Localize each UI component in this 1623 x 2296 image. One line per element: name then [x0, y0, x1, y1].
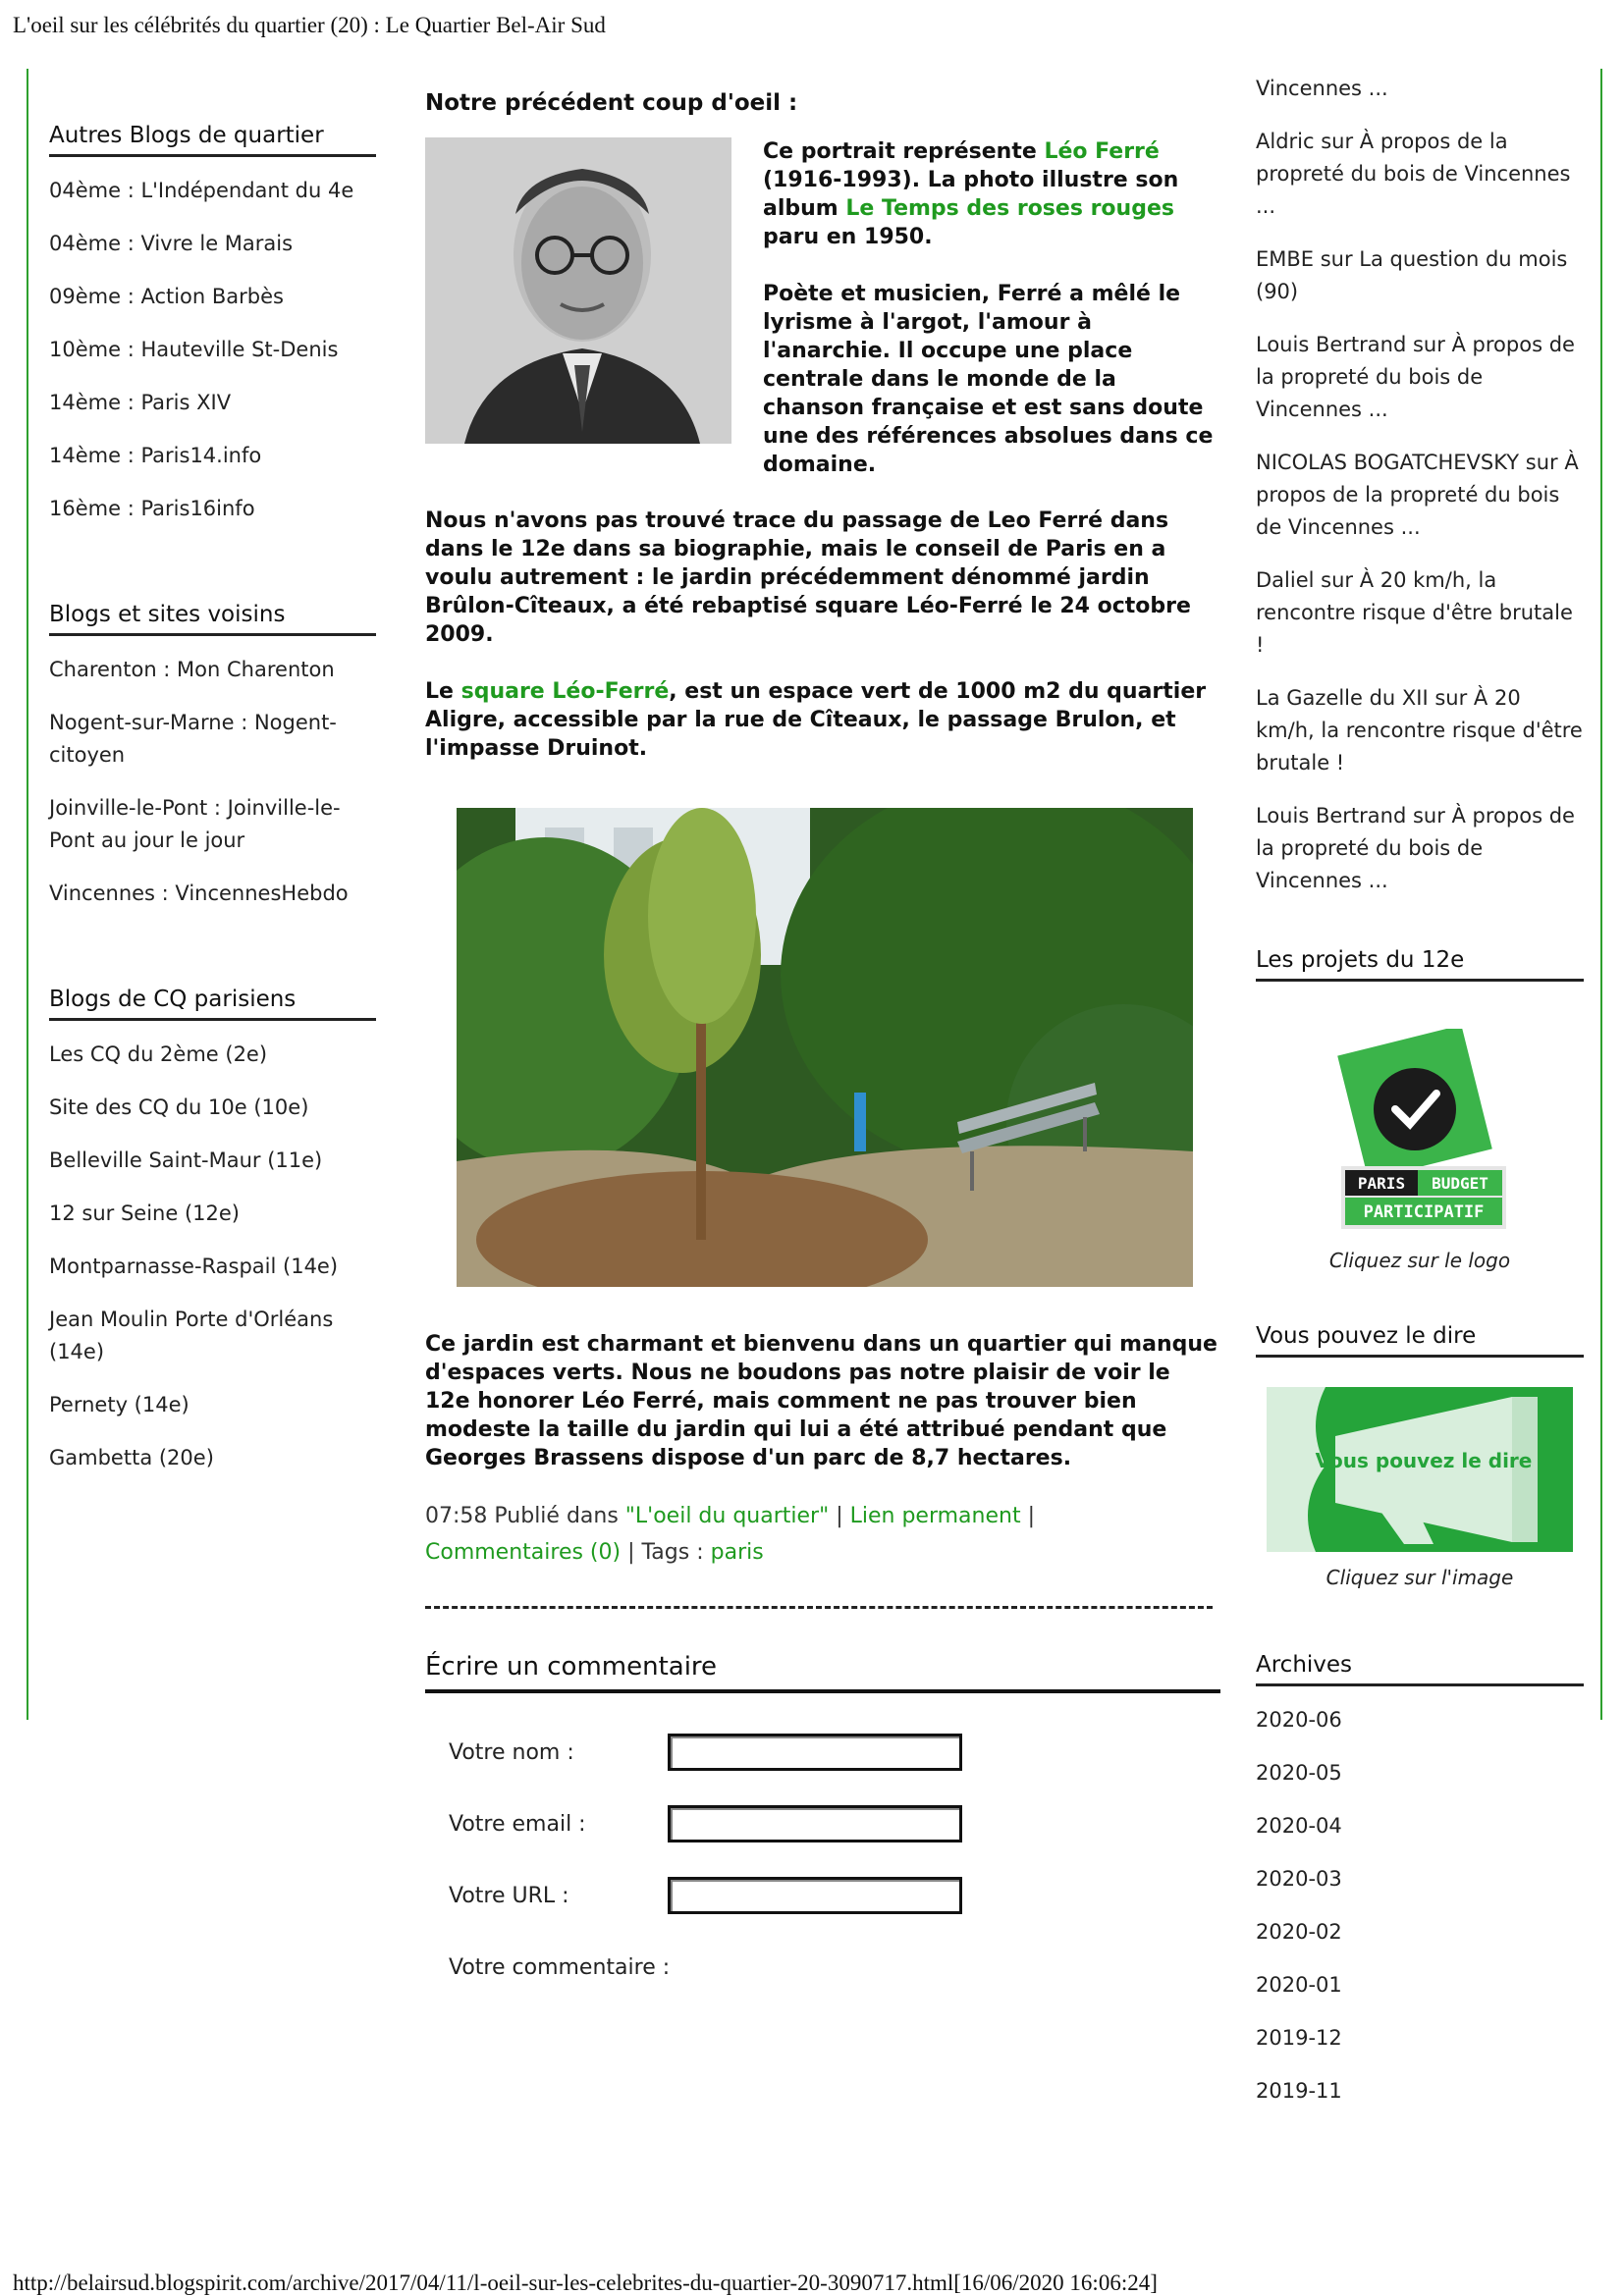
megaphone-icon [1267, 1387, 1573, 1552]
leo-ferre-link[interactable]: Léo Ferré [1044, 139, 1160, 164]
logo-budget-text: BUDGET [1432, 1174, 1488, 1193]
sidebar-link[interactable]: 14ème : Paris14.info [49, 444, 262, 467]
paragraph-square [425, 677, 1220, 763]
sidebar-link[interactable]: Montparnasse-Raspail (14e) [49, 1255, 339, 1278]
archive-link[interactable]: 2020-06 [1256, 1708, 1342, 1732]
sidebar-heading: Blogs et sites voisins [49, 602, 376, 636]
archive-link[interactable]: 2019-12 [1256, 2026, 1342, 2050]
recent-comment-link[interactable]: Aldric sur À propos de la propreté du bois de Vincennes ... [1256, 130, 1571, 218]
budget-participatif-logo[interactable] [1256, 1029, 1584, 1239]
right-frame-line [1600, 69, 1602, 1720]
comment-row [425, 1944, 1220, 1991]
sidebar-link[interactable]: 16ème : Paris16info [49, 497, 255, 520]
sidebar-block-voisins [49, 602, 376, 910]
logo-paris-text: PARIS [1357, 1174, 1406, 1193]
post-time: 07:58 [425, 1504, 488, 1528]
budget-participatif-icon [1322, 1029, 1518, 1235]
portrait-paragraph-1 [763, 137, 1220, 251]
portrait-paragraph-2: Poète et musicien, Ferré a mêlé le lyrisme à l'argot, l'amour à l'anarchie. Il occupe une place centrale dans le monde de la chanson française et est sans doute une des références absolues dans ce domaine. [763, 282, 1214, 477]
text-segment: paru en 1950. [763, 225, 933, 249]
paragraph-biography: Nous n'avons pas trouvé trace du passage de Leo Ferré dans dans le 12e dans sa biographie, mais le conseil de Paris en a voulu autrement : le jardin précédemment dénommé jardin Brûlon-Cîteaux, a été rebaptisé square Léo-Ferré le 24 octobre 2009. [425, 508, 1191, 647]
dire-heading: Vous pouvez le dire [1256, 1323, 1584, 1358]
sidebar-link[interactable]: Les CQ du 2ème (2e) [49, 1042, 268, 1066]
category-link[interactable]: "L'oeil du quartier" [624, 1504, 830, 1528]
email-label: Votre email : [449, 1811, 586, 1837]
left-sidebar [49, 123, 376, 1551]
archives-heading: Archives [1256, 1652, 1584, 1686]
banner-text: Vous pouvez le dire [1315, 1449, 1533, 1472]
comment-label: Votre commentaire : [449, 1954, 671, 1980]
vous-pouvez-le-dire-banner[interactable] [1256, 1387, 1584, 1556]
recent-comment-link[interactable]: Louis Bertrand sur À propos de la propreté du bois de Vincennes ... [1256, 333, 1575, 421]
portrait-text [763, 137, 1220, 479]
url-input[interactable] [668, 1877, 962, 1914]
garden-photo [457, 808, 1193, 1287]
sidebar-link[interactable]: 04ème : L'Indépendant du 4e [49, 179, 354, 202]
sidebar-link[interactable]: Jean Moulin Porte d'Orléans (14e) [49, 1308, 334, 1363]
comment-form [425, 1729, 1220, 1991]
sidebar-link[interactable]: 12 sur Seine (12e) [49, 1201, 240, 1225]
email-row [425, 1800, 1220, 1847]
logo-participatif-text: PARTICIPATIF [1363, 1202, 1485, 1222]
leo-ferre-portrait-image [425, 137, 731, 444]
recent-comments-list [1256, 73, 1584, 897]
recent-comment-link[interactable]: EMBE sur La question du mois (90) [1256, 247, 1568, 303]
sidebar-link[interactable]: Gambetta (20e) [49, 1446, 214, 1469]
archives-list [1256, 1704, 1584, 2108]
sidebar-link[interactable]: Site des CQ du 10e (10e) [49, 1095, 309, 1119]
sidebar-link[interactable]: 10ème : Hauteville St-Denis [49, 338, 339, 361]
comment-form-heading: Écrire un commentaire [425, 1652, 1220, 1693]
sidebar-link[interactable]: 14ème : Paris XIV [49, 391, 232, 414]
sidebar-link[interactable]: Pernety (14e) [49, 1393, 189, 1416]
left-frame-line [27, 69, 28, 1720]
paragraph-conclusion: Ce jardin est charmant et bienvenu dans un quartier qui manque d'espaces verts. Nous ne boudons pas notre plaisir de voir le 12e honorer Léo Ferré, mais comment ne pas trouver bien modeste la taille du jardin qui lui a été attribué pendant que Georges Brassens dispose d'un parc de 8,7 hectares. [425, 1332, 1217, 1470]
projets-heading: Les projets du 12e [1256, 947, 1584, 982]
sidebar-link[interactable]: 04ème : Vivre le Marais [49, 232, 294, 255]
text-segment: Le [425, 679, 461, 704]
permalink-link[interactable]: Lien permanent [849, 1504, 1021, 1528]
garden-illustration [457, 808, 1193, 1287]
sidebar-link[interactable]: 09ème : Action Barbès [49, 285, 284, 308]
archive-link[interactable]: 2020-04 [1256, 1814, 1342, 1838]
sidebar-block-quartier [49, 123, 376, 525]
separator: | [1020, 1504, 1035, 1528]
recent-comment-link[interactable]: Vincennes ... [1256, 77, 1388, 100]
square-leo-ferre-link[interactable]: square Léo-Ferré [460, 679, 670, 704]
post-divider [425, 1606, 1213, 1609]
portrait-illustration [425, 137, 731, 444]
main-content [425, 90, 1220, 2015]
recent-comment-link[interactable]: Daliel sur À 20 km/h, la rencontre risque d'être brutale ! [1256, 568, 1573, 657]
right-sidebar [1256, 73, 1584, 2128]
name-row [425, 1729, 1220, 1776]
archive-link[interactable]: 2020-03 [1256, 1867, 1342, 1891]
sidebar-link[interactable]: Vincennes : VincennesHebdo [49, 881, 349, 905]
text-segment: Publié dans [487, 1504, 625, 1528]
separator: | [829, 1504, 850, 1528]
sidebar-link[interactable]: Joinville-le-Pont : Joinville-le-Pont au jour le jour [49, 796, 341, 852]
url-label: Votre URL : [449, 1883, 569, 1908]
archive-link[interactable]: 2019-11 [1256, 2079, 1342, 2103]
name-label: Votre nom : [449, 1739, 574, 1765]
tag-link[interactable]: paris [710, 1540, 764, 1565]
archive-link[interactable]: 2020-05 [1256, 1761, 1342, 1785]
text-segment: , est un espace vert de 1000 m2 du quartier Aligre, accessible par la rue de Cîteaux, le passage Brulon, et l'impasse Druinot. [425, 679, 1207, 761]
text-segment: Ce portrait représente [763, 139, 1045, 164]
recent-comment-link[interactable]: La Gazelle du XII sur À 20 km/h, la rencontre risque d'être brutale ! [1256, 686, 1583, 774]
archive-link[interactable]: 2020-01 [1256, 1973, 1342, 1997]
tags-label: | Tags : [621, 1540, 711, 1565]
url-row [425, 1872, 1220, 1919]
name-input[interactable] [668, 1734, 962, 1771]
sidebar-link[interactable]: Nogent-sur-Marne : Nogent-citoyen [49, 711, 337, 767]
sidebar-heading: Autres Blogs de quartier [49, 123, 376, 157]
album-link[interactable]: Le Temps des roses rouges [845, 196, 1174, 221]
page-url: http://belairsud.blogspirit.com/archive/2017/04/11/l-oeil-sur-les-celebrites-du-quartier-20-3090717.html[16/06/2020 16:06:24] [13, 2270, 1158, 2295]
sidebar-link[interactable]: Belleville Saint-Maur (11e) [49, 1148, 323, 1172]
intro-text: Notre précédent coup d'oeil : [425, 90, 798, 116]
page-title: L'oeil sur les célébrités du quartier (20) : Le Quartier Bel-Air Sud [13, 13, 606, 37]
text-segment: (1916-1993). La photo illustre son album [763, 168, 1179, 221]
sidebar-link[interactable]: Charenton : Mon Charenton [49, 658, 335, 681]
post-meta [425, 1498, 1220, 1571]
archive-link[interactable]: 2020-02 [1256, 1920, 1342, 1944]
sidebar-heading: Blogs de CQ parisiens [49, 987, 376, 1021]
recent-comment-link[interactable]: Louis Bertrand sur À propos de la propreté du bois de Vincennes ... [1256, 804, 1575, 892]
recent-comment-link[interactable]: NICOLAS BOGATCHEVSKY sur À propos de la propreté du bois de Vincennes ... [1256, 451, 1579, 539]
sidebar-block-cq [49, 987, 376, 1474]
comments-link[interactable]: Commentaires (0) [425, 1540, 622, 1565]
image-caption: Cliquez sur l'image [1325, 1566, 1514, 1589]
logo-caption: Cliquez sur le logo [1328, 1249, 1511, 1272]
email-input[interactable] [668, 1805, 962, 1842]
portrait-section [425, 137, 1220, 479]
